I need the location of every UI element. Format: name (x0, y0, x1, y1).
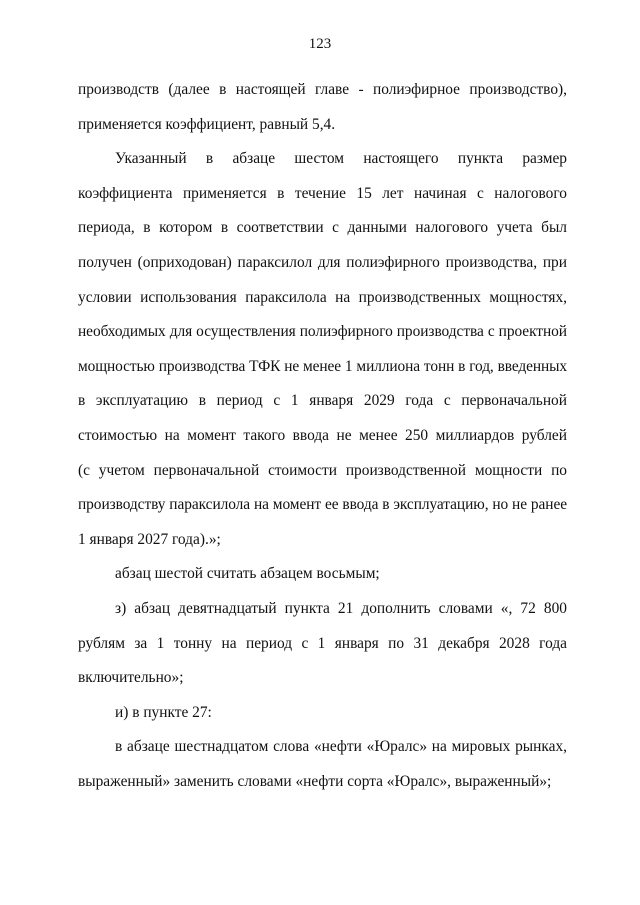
text-line: необходимых для осуществления полиэфирного производства с проектной (78, 323, 567, 341)
text-line: коэффициента применяется в течение 15 лет начиная с налогового (78, 184, 567, 202)
text-line: абзац шестой считать абзацем восьмым; (115, 565, 380, 583)
text-line: (с учетом первоначальной стоимости производственной мощности по (78, 461, 567, 479)
text-line: стоимостью на момент такого ввода не менее 250 миллиардов рублей (78, 426, 567, 444)
text-line: в эксплуатацию в период с 1 января 2029 года с первоначальной (78, 392, 567, 410)
text-line: применяется коэффициент, равный 5,4. (78, 115, 336, 133)
text-line: условии использования параксилола на производственных мощностях, (78, 288, 567, 306)
text-line: в абзаце шестнадцатом слова «нефти «Юралс» на мировых рынках, (115, 738, 567, 756)
text-line: включительно»; (78, 669, 184, 687)
document-body (78, 73, 567, 799)
text-line: з) абзац девятнадцатый пункта 21 дополнить словами «, 72 800 (115, 599, 567, 617)
text-line: выраженный» заменить словами «нефти сорта «Юралс», выраженный»; (78, 772, 552, 790)
text-line: мощностью производства ТФК не менее 1 миллиона тонн в год, введенных (78, 357, 567, 375)
text-line: Указанный в абзаце шестом настоящего пункта размер (115, 150, 567, 168)
text-line: периода, в котором в соответствии с данными налогового учета был (78, 219, 567, 237)
text-line: и) в пункте 27: (115, 703, 212, 721)
text-line: получен (оприходован) параксилол для полиэфирного производства, при (78, 253, 567, 271)
text-line: производству параксилола на момент ее ввода в эксплуатацию, но не ранее (78, 496, 567, 514)
text-line: рублям за 1 тонну на период с 1 января по 31 декабря 2028 года (78, 634, 567, 652)
text-line: производств (далее в настоящей главе - полиэфирное производство), (78, 81, 567, 98)
text-line: 1 января 2027 года).»; (78, 530, 221, 548)
page-number: 123 (308, 36, 332, 52)
